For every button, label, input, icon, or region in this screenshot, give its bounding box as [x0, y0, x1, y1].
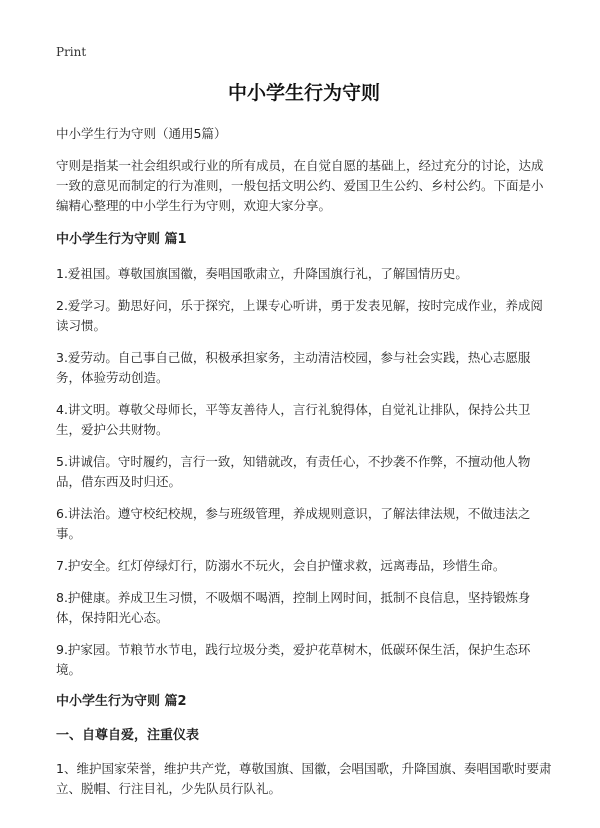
rule-item: 6.讲法治。遵守校纪校规，参与班级管理，养成规则意识，了解法律法规，不做违法之事。: [56, 506, 531, 541]
rule-item: 7.护安全。红灯停绿灯行，防溺水不玩火，会自护懂求救，远离毒品，珍惜生命。: [56, 558, 506, 573]
document-subtitle: 中小学生行为守则（通用5篇）: [56, 126, 227, 141]
rule-item: 4.讲文明。尊敬父母师长，平等友善待人，言行礼貌得体，自觉礼让排队，保持公共卫生，爱护公共财物。: [56, 402, 531, 437]
print-label: Print: [56, 45, 87, 59]
rule-item: 1、维护国家荣誉，维护共产党，尊敬国旗、国徽，会唱国歌，升降国旗、奏唱国歌时要肃立、脱帽、行注目礼，少先队员行队礼。: [56, 761, 552, 796]
rule-item: 9.护家园。节粮节水节电，践行垃圾分类，爱护花草树木，低碳环保生活，保护生态环境。: [56, 642, 531, 677]
rule-item: 5.讲诚信。守时履约，言行一致，知错就改，有责任心，不抄袭不作弊，不擅动他人物品，借东西及时归还。: [56, 454, 531, 489]
document-title: 中小学生行为守则: [227, 82, 380, 104]
section-subheading: 一、自尊自爱，注重仪表: [56, 728, 200, 743]
intro-paragraph: 守则是指某一社会组织或行业的所有成员，在自觉自愿的基础上，经过充分的讨论，达成一致的意见而制定的行为准则，一般包括文明公约、爱国卫生公约、乡村公约。下面是小编精心整理的中小学生行为守则，欢迎大家分享。: [56, 158, 544, 213]
section-heading-2: 中小学生行为守则 篇2: [56, 694, 187, 709]
section-heading-1: 中小学生行为守则 篇1: [56, 232, 187, 247]
rule-item: 2.爱学习。勤思好问，乐于探究，上课专心听讲，勇于发表见解，按时完成作业，养成阅读习惯。: [56, 298, 543, 333]
rule-item: 1.爱祖国。尊敬国旗国徽，奏唱国歌肃立，升降国旗行礼，了解国情历史。: [56, 266, 468, 281]
rule-item: 8.护健康。养成卫生习惯，不吸烟不喝酒，控制上网时间，抵制不良信息，坚持锻炼身体，保持阳光心态。: [56, 590, 531, 625]
rule-item: 3.爱劳动。自己事自己做，积极承担家务，主动清洁校园，参与社会实践，热心志愿服务，体验劳动创造。: [56, 350, 531, 385]
